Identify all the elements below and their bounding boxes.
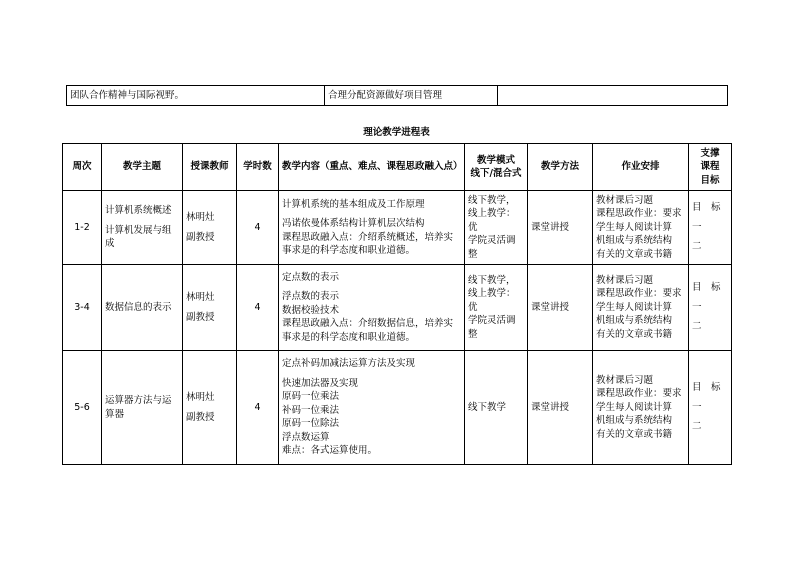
support-line: 二 <box>692 241 702 253</box>
homework-line: 教材课后习题 <box>596 374 654 386</box>
topic-line: 运算器方法与运 <box>105 395 172 406</box>
teacher-cell <box>183 351 237 465</box>
homework-cell <box>593 191 689 265</box>
header-hours: 学时数 <box>237 144 279 191</box>
topic-line: 算器 <box>105 408 125 420</box>
support-cell <box>689 265 732 351</box>
content-line: 事求是的科学态度和职业道德。 <box>282 245 416 256</box>
header-support <box>689 144 732 191</box>
objectives-table-fragment <box>66 85 728 106</box>
content-line: 冯诺依曼体系结构计算机层次结构 <box>282 218 425 229</box>
mode-line: 线下教学， <box>468 194 516 206</box>
header-content: 教学内容（重点、难点、课程思政融入点） <box>279 144 465 191</box>
week-cell: 5-6 <box>63 351 102 465</box>
header-week: 周次 <box>63 144 102 191</box>
content-line: 补码一位乘法 <box>282 404 340 416</box>
method-cell: 课堂讲授 <box>528 265 593 351</box>
content-cell <box>279 265 465 351</box>
content-line: 浮点数的表示 <box>282 291 340 303</box>
teacher-line: 副教授 <box>186 231 215 243</box>
content-line: 事求是的科学态度和职业道德。 <box>282 331 416 343</box>
support-cell <box>689 191 732 265</box>
homework-line: 教材课后习题 <box>596 274 654 286</box>
topic-line: 数据信息的表示 <box>105 301 172 313</box>
mode-line: 线下教学 <box>468 401 507 413</box>
method-cell: 课堂讲授 <box>528 191 593 265</box>
homework-line: 学生每人阅读计算 <box>596 221 673 233</box>
homework-line: 教材课后习题 <box>596 194 654 206</box>
objectives-row <box>67 86 728 106</box>
objective-cell-3 <box>498 86 728 106</box>
support-line: 二 <box>692 321 702 333</box>
homework-line: 学生每人阅读计算 <box>596 301 673 313</box>
topic-line: 成 <box>105 238 115 250</box>
support-line: 目 标 <box>692 282 721 294</box>
mode-cell <box>465 265 528 351</box>
homework-cell <box>593 351 689 465</box>
week-cell: 3-4 <box>63 265 102 351</box>
support-line: 一 <box>692 221 702 233</box>
header-mode-line: 教学模式 <box>476 154 515 166</box>
header-teacher: 授课教师 <box>183 144 237 191</box>
hours-cell: 4 <box>237 191 279 265</box>
homework-line: 课程思政作业：要求 <box>596 388 682 400</box>
content-line: 课程思政融入点：介绍系统概述，培养实 <box>282 231 454 243</box>
teacher-line: 副教授 <box>186 311 215 323</box>
mode-line: 线上教学：优 <box>468 208 516 233</box>
content-line: 定点补码加减法运算方法及实现 <box>282 358 416 370</box>
topic-cell <box>102 265 183 351</box>
method-cell: 课堂讲授 <box>528 351 593 465</box>
objective-cell-1: 团队合作精神与国际视野。 <box>67 86 325 106</box>
topic-cell <box>102 351 183 465</box>
hours-cell: 4 <box>237 265 279 351</box>
header-homework: 作业安排 <box>593 144 689 191</box>
table-row <box>63 351 732 465</box>
mode-line: 学院灵活调 <box>468 235 516 247</box>
content-line: 定点数的表示 <box>282 271 340 283</box>
homework-cell <box>593 265 689 351</box>
teacher-cell <box>183 191 237 265</box>
mode-line: 学院灵活调 <box>468 315 516 327</box>
content-line: 难点：各式运算使用。 <box>282 445 378 457</box>
content-line: 课程思政融入点：介绍数据信息，培养实 <box>282 318 454 330</box>
homework-line: 有关的文章或书籍 <box>596 428 673 440</box>
support-line: 目 标 <box>692 202 721 214</box>
header-mode <box>465 144 528 191</box>
mode-line: 线上教学：优 <box>468 288 516 313</box>
content-line: 计算机系统的基本组成及工作原理 <box>282 198 425 210</box>
mode-line: 整 <box>468 328 478 340</box>
topic-line: 计算机发展与组 <box>105 224 172 236</box>
header-support-line: 支撑 <box>700 147 720 159</box>
homework-line: 有关的文章或书籍 <box>596 248 673 260</box>
homework-line: 课程思政作业：要求 <box>596 288 682 300</box>
homework-line: 机组成与系统结构 <box>596 235 673 247</box>
content-cell <box>279 351 465 465</box>
support-cell <box>689 351 732 465</box>
content-line: 浮点数运算 <box>282 431 330 443</box>
theory-schedule-table <box>62 143 732 465</box>
mode-line: 线下教学， <box>468 274 516 286</box>
table-row <box>63 191 732 265</box>
teacher-line: 林明灶 <box>186 392 215 403</box>
content-line: 快速加法器及实现 <box>282 377 359 389</box>
mode-line: 整 <box>468 248 478 260</box>
content-line: 数据校验技术 <box>282 304 340 316</box>
support-line: 二 <box>692 421 702 433</box>
homework-line: 学生每人阅读计算 <box>596 401 673 413</box>
mode-cell <box>465 191 528 265</box>
hours-cell: 4 <box>237 351 279 465</box>
teacher-cell <box>183 265 237 351</box>
homework-line: 有关的文章或书籍 <box>596 328 673 340</box>
header-mode-line: 线下/混合式 <box>470 168 522 179</box>
support-line: 一 <box>692 401 702 413</box>
teacher-line: 副教授 <box>186 411 215 423</box>
homework-line: 课程思政作业：要求 <box>596 208 682 220</box>
teacher-line: 林明灶 <box>186 212 215 223</box>
teacher-line: 林明灶 <box>186 292 215 303</box>
table-row <box>63 265 732 351</box>
header-method: 教学方法 <box>528 144 593 191</box>
topic-cell <box>102 191 183 265</box>
header-support-line: 课程 <box>700 161 720 173</box>
content-line: 原码一位乘法 <box>282 391 340 403</box>
table-title: 理论教学进程表 <box>363 127 430 138</box>
homework-line: 机组成与系统结构 <box>596 315 673 327</box>
content-cell <box>279 191 465 265</box>
content-line: 原码一位除法 <box>282 418 340 430</box>
week-cell: 1-2 <box>63 191 102 265</box>
homework-line: 机组成与系统结构 <box>596 415 673 427</box>
support-line: 目 标 <box>692 382 721 394</box>
header-topic: 教学主题 <box>102 144 183 191</box>
mode-cell <box>465 351 528 465</box>
header-support-line: 目标 <box>700 174 720 186</box>
support-line: 一 <box>692 301 702 313</box>
header-row <box>63 144 732 191</box>
objective-cell-2: 合理分配资源做好项目管理 <box>325 86 498 106</box>
topic-line: 计算机系统概述 <box>105 205 172 217</box>
